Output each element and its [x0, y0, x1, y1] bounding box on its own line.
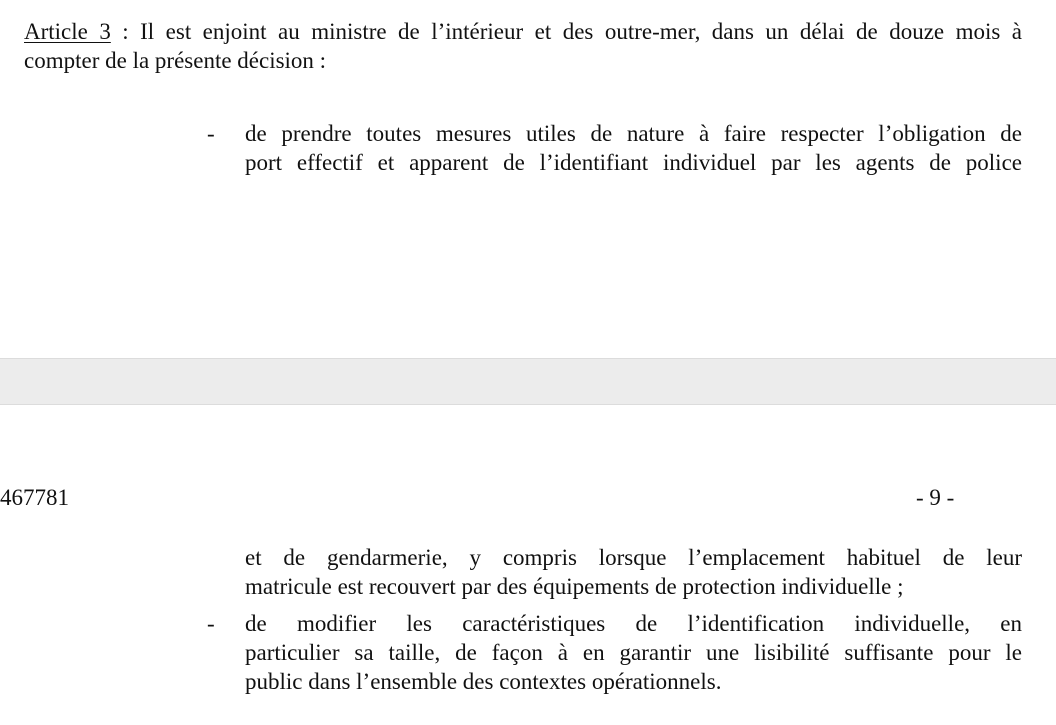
bullet-1-line-2: port effectif et apparent de l’identifiant individuel par les agents de police — [245, 150, 1022, 175]
article-3-line-1 — [24, 17, 1022, 46]
case-number: 467781 — [0, 485, 69, 510]
article-3-label: Article 3 — [24, 19, 111, 44]
bullet-2-line-2: particulier sa taille, de façon à en garantir une lisibilité suffisante pour le — [245, 640, 1022, 665]
page-number: - 9 - — [916, 485, 955, 510]
page-separator — [0, 358, 1056, 405]
bullet-1-continued-paragraph — [245, 543, 1022, 601]
article-3-paragraph — [24, 17, 1022, 75]
article-3-intro-text: : Il est enjoint au ministre de l’intérieur et des outre-mer, dans un délai de douze mois à — [110, 19, 1022, 44]
bullet-1-continued-line-2: matricule est recouvert par des équipements de protection individuelle ; — [245, 574, 904, 599]
bullet-2-line-1: de modifier les caractéristiques de l’identification individuelle, en — [245, 611, 1022, 636]
bullet-2-paragraph — [245, 609, 1022, 696]
bullet-2-line-3: public dans l’ensemble des contextes opérationnels. — [245, 669, 722, 694]
bullet-1-line-1: de prendre toutes mesures utiles de nature à faire respecter l’obligation de — [245, 121, 1022, 146]
bullet-1-paragraph — [245, 119, 1022, 177]
article-3-line-2: compter de la présente décision : — [24, 48, 327, 73]
bullet-1-continued-line-1: et de gendarmerie, y compris lorsque l’emplacement habituel de leur — [245, 545, 1022, 570]
bullet-2-dash: - — [207, 611, 215, 636]
bullet-1-dash: - — [207, 121, 215, 146]
document-page-upper — [0, 0, 1056, 358]
